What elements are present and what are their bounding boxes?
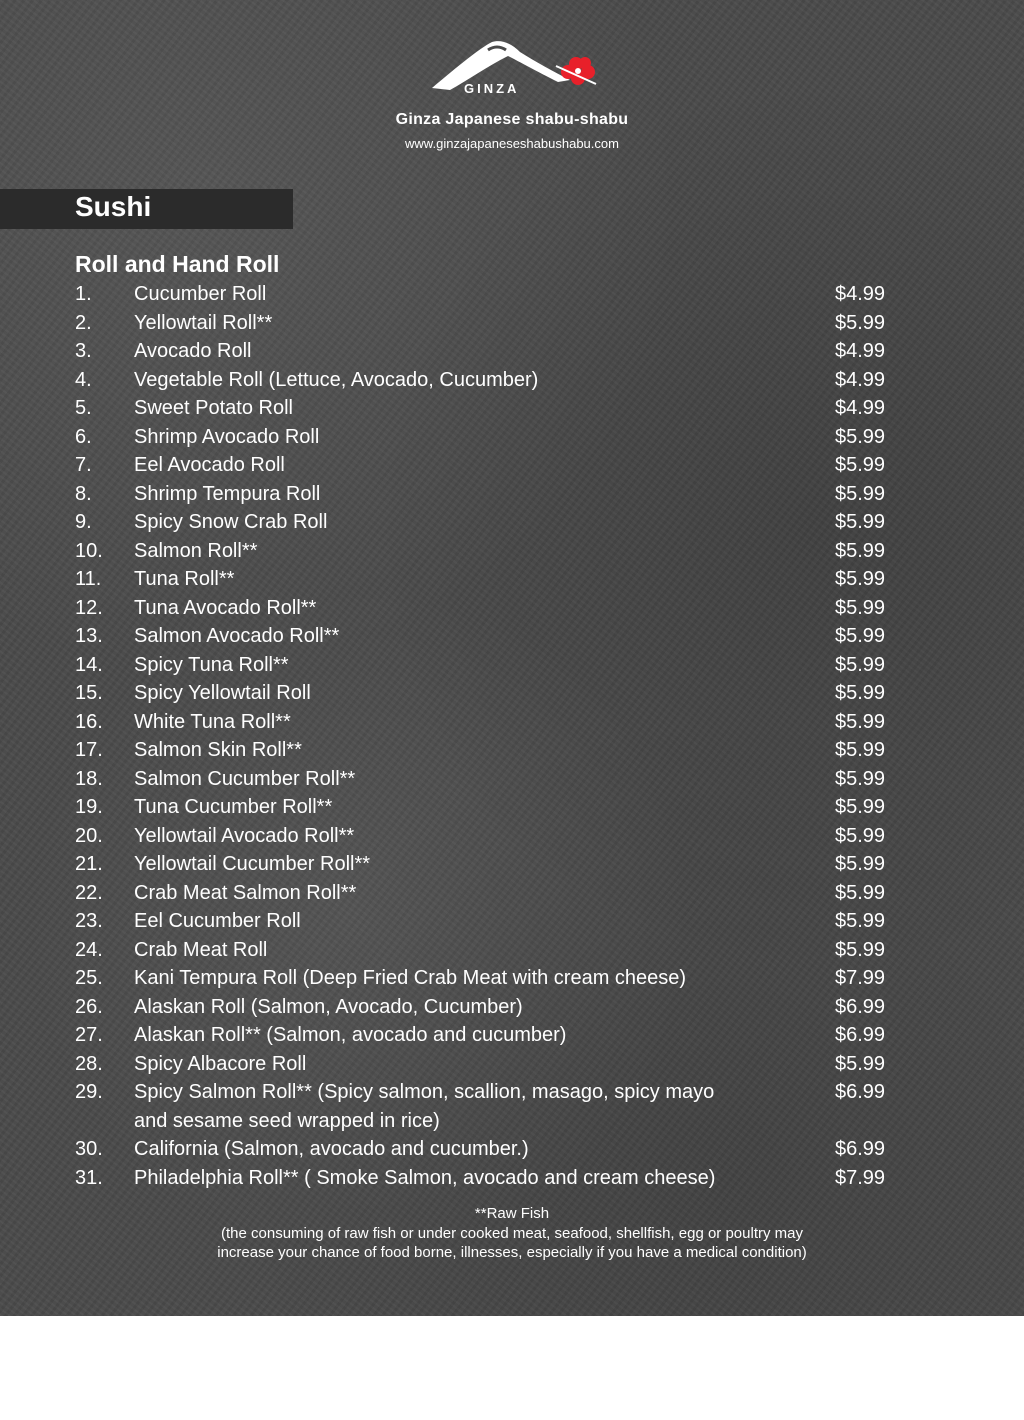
item-number: 6. (75, 425, 92, 448)
item-number: 13. (75, 625, 103, 647)
item-price: $5.99 (835, 482, 886, 505)
item-number: 10. (75, 539, 103, 562)
item-number: 27. (75, 1024, 103, 1046)
item-name: Crab Meat Roll (134, 938, 268, 961)
item-name: Spicy Salmon Roll** (Spicy salmon, scallion, masago, spicy mayo and sesame seed wrapped in rice) (134, 1081, 715, 1132)
subsection-title: Roll and Hand Roll (75, 251, 280, 277)
item-number: 30. (75, 1138, 103, 1160)
menu-item (0, 451, 1024, 480)
menu-item (0, 1078, 1024, 1135)
item-name: Salmon Roll** (134, 539, 258, 562)
item-price: $6.99 (835, 1024, 886, 1046)
item-price: $5.99 (835, 625, 886, 647)
menu-item (0, 736, 1024, 765)
item-name: Spicy Yellowtail Roll (134, 682, 311, 704)
item-name: Spicy Albacore Roll (134, 1052, 307, 1075)
menu-item (0, 337, 1024, 366)
menu-item (0, 309, 1024, 338)
item-name: Shrimp Tempura Roll (134, 482, 321, 505)
item-price: $5.99 (835, 881, 886, 904)
item-price: $5.99 (835, 824, 886, 847)
item-number: 19. (75, 796, 103, 818)
item-price: $5.99 (835, 311, 886, 334)
menu-item (0, 480, 1024, 509)
footnote-line: increase your chance of food borne, illnesses, especially if you have a medical condition) (217, 1244, 807, 1261)
item-price: $6.99 (835, 995, 886, 1018)
item-price: $5.99 (835, 653, 886, 676)
item-name: Vegetable Roll (Lettuce, Avocado, Cucumber) (134, 368, 539, 391)
item-name: Cucumber Roll (134, 283, 267, 305)
item-number: 20. (75, 824, 103, 847)
item-number: 29. (75, 1081, 103, 1103)
menu-item (0, 822, 1024, 851)
item-name: Philadelphia Roll** ( Smoke Salmon, avocado and cream cheese) (134, 1166, 716, 1189)
item-price: $4.99 (835, 340, 886, 362)
item-number: 1. (75, 283, 92, 305)
mountain-logo-icon (428, 36, 598, 98)
item-price: $4.99 (835, 368, 886, 391)
item-name: Salmon Avocado Roll** (134, 625, 340, 647)
item-number: 18. (75, 767, 103, 790)
item-price: $5.99 (835, 568, 886, 590)
item-number: 4. (75, 368, 92, 391)
item-name: California (Salmon, avocado and cucumber.) (134, 1138, 529, 1160)
menu-item (0, 936, 1024, 965)
item-price: $5.99 (835, 539, 886, 562)
item-number: 9. (75, 511, 92, 533)
menu-item (0, 1135, 1024, 1164)
menu-item (0, 394, 1024, 423)
item-price: $5.99 (835, 910, 886, 932)
item-price: $5.99 (835, 596, 886, 619)
item-number: 31. (75, 1166, 103, 1189)
menu-item (0, 708, 1024, 737)
restaurant-name: Ginza Japanese shabu-shabu (395, 111, 629, 128)
menu-item (0, 793, 1024, 822)
menu-item (0, 537, 1024, 566)
item-number: 2. (75, 311, 92, 334)
footnote-title: **Raw Fish (474, 1205, 550, 1222)
item-number: 17. (75, 739, 103, 761)
item-name: Yellowtail Cucumber Roll** (134, 853, 371, 875)
item-price: $5.99 (835, 710, 886, 733)
item-name: Tuna Cucumber Roll** (134, 796, 333, 818)
item-number: 16. (75, 710, 103, 733)
item-name: Yellowtail Roll** (134, 311, 273, 334)
item-number: 15. (75, 682, 103, 704)
item-price: $6.99 (835, 1081, 886, 1103)
item-name: White Tuna Roll** (134, 710, 291, 733)
item-name: Salmon Cucumber Roll** (134, 767, 356, 790)
menu-item (0, 850, 1024, 879)
item-price: $5.99 (835, 682, 886, 704)
menu-item (0, 280, 1024, 309)
item-name: Shrimp Avocado Roll (134, 425, 320, 448)
item-number: 23. (75, 910, 103, 932)
item-number: 22. (75, 881, 103, 904)
menu-item (0, 565, 1024, 594)
item-name: Spicy Snow Crab Roll (134, 511, 328, 533)
item-price: $7.99 (835, 967, 886, 989)
menu-item (0, 679, 1024, 708)
raw-fish-footnote (0, 1204, 1024, 1263)
item-price: $5.99 (835, 767, 886, 790)
ginza-logo (428, 36, 598, 98)
menu-item (0, 993, 1024, 1022)
menu-item (0, 1050, 1024, 1079)
item-price: $5.99 (835, 425, 886, 448)
item-name: Eel Avocado Roll (134, 454, 285, 476)
item-name: Eel Cucumber Roll (134, 910, 301, 932)
item-number: 3. (75, 340, 92, 362)
item-name: Sweet Potato Roll (134, 397, 293, 419)
item-number: 11. (75, 568, 102, 590)
svg-text:GINZA: GINZA (464, 81, 520, 96)
item-number: 7. (75, 454, 92, 476)
item-name: Tuna Avocado Roll** (134, 596, 317, 619)
menu-item (0, 1164, 1024, 1193)
item-price: $7.99 (835, 1166, 886, 1189)
footnote-line: (the consuming of raw fish or under cooked meat, seafood, shellfish, egg or poultry may (221, 1224, 803, 1242)
item-name: Salmon Skin Roll** (134, 739, 302, 761)
item-number: 25. (75, 967, 103, 989)
item-price: $5.99 (835, 739, 886, 761)
item-price: $5.99 (835, 454, 886, 476)
menu-item (0, 964, 1024, 993)
item-number: 8. (75, 482, 92, 505)
item-price: $4.99 (835, 283, 886, 305)
item-name: Crab Meat Salmon Roll** (134, 881, 357, 904)
item-name: Avocado Roll (134, 340, 252, 362)
menu-item (0, 594, 1024, 623)
menu-item (0, 651, 1024, 680)
item-name: Alaskan Roll** (Salmon, avocado and cucumber) (134, 1024, 567, 1046)
item-number: 14. (75, 653, 103, 676)
menu-item (0, 1021, 1024, 1050)
menu-item (0, 508, 1024, 537)
item-name: Yellowtail Avocado Roll** (134, 824, 355, 847)
menu-item (0, 366, 1024, 395)
item-price: $5.99 (835, 796, 886, 818)
menu-item (0, 622, 1024, 651)
item-price: $5.99 (835, 511, 886, 533)
menu-item (0, 765, 1024, 794)
item-price: $5.99 (835, 853, 886, 875)
website-url[interactable]: www.ginzajapaneseshabushabu.com (405, 136, 619, 151)
item-price: $4.99 (835, 397, 886, 419)
item-number: 12. (75, 596, 103, 619)
menu-item (0, 879, 1024, 908)
item-number: 5. (75, 397, 92, 419)
menu-list (0, 280, 1024, 1192)
item-price: $6.99 (835, 1138, 886, 1160)
item-name: Kani Tempura Roll (Deep Fried Crab Meat with cream cheese) (134, 967, 687, 989)
item-name: Spicy Tuna Roll** (134, 653, 289, 676)
item-number: 24. (75, 938, 103, 961)
item-name: Tuna Roll** (134, 568, 235, 590)
item-number: 28. (75, 1052, 103, 1075)
section-title: Sushi (75, 191, 152, 222)
item-price: $5.99 (835, 1052, 886, 1075)
item-price: $5.99 (835, 938, 886, 961)
menu-item (0, 423, 1024, 452)
item-number: 21. (75, 853, 103, 875)
menu-item (0, 907, 1024, 936)
item-number: 26. (75, 995, 103, 1018)
item-name: Alaskan Roll (Salmon, Avocado, Cucumber) (134, 995, 523, 1018)
